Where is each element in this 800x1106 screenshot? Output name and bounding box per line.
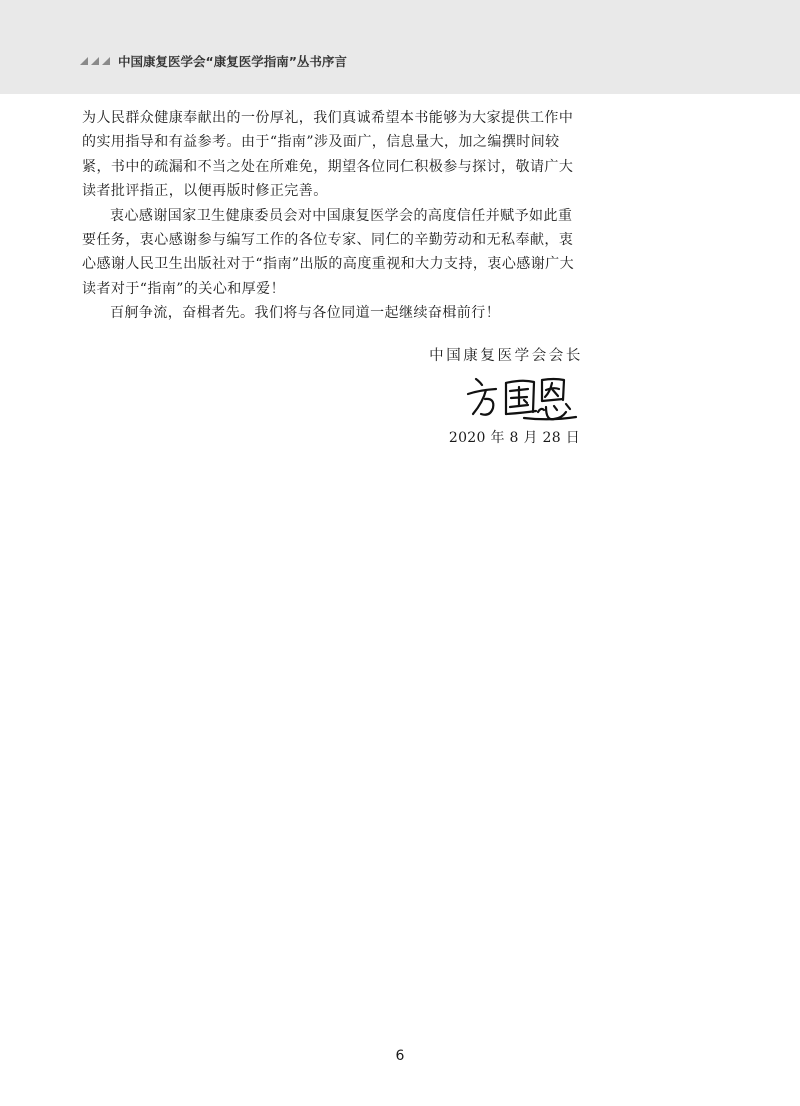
page-number: 6 — [395, 1048, 405, 1064]
header-title: 中国康复医学会“康复医学指南”丛书序言 — [118, 54, 347, 69]
triple-triangle-marker-icon — [80, 56, 112, 65]
handwritten-signature — [466, 374, 580, 426]
preface-body — [82, 106, 582, 326]
paragraph-continued: 为人民群众健康奉献出的一份厚礼，我们真诚希望本书能够为大家提供工作中的实用指导和有益参考。由于“指南”涉及面广，信息量大，加之编撰时间较紧，书中的疏漏和不当之处在所难免，期望各位同仁积极参与探讨，敬请广大读者批评指正，以便再版时修正完善。 — [82, 110, 574, 200]
paragraph-closing: 百舸争流，奋楫者先。我们将与各位同道一起继续奋楫前行！ — [110, 305, 501, 322]
running-header — [0, 0, 800, 94]
signatory-title: 中国康复医学会会长 — [429, 348, 583, 364]
signature-date: 2020 年 8 月 28 日 — [448, 430, 580, 446]
paragraph-acknowledgements: 衷心感谢国家卫生健康委员会对中国康复医学会的高度信任并赋予如此重要任务，衷心感谢参与编写工作的各位专家、同仁的辛勤劳动和无私奉献，衷心感谢人民卫生出版社对于“指南”出版的高度重视和大力支持，衷心感谢广大读者对于“指南”的关心和厚爱！ — [82, 207, 575, 297]
